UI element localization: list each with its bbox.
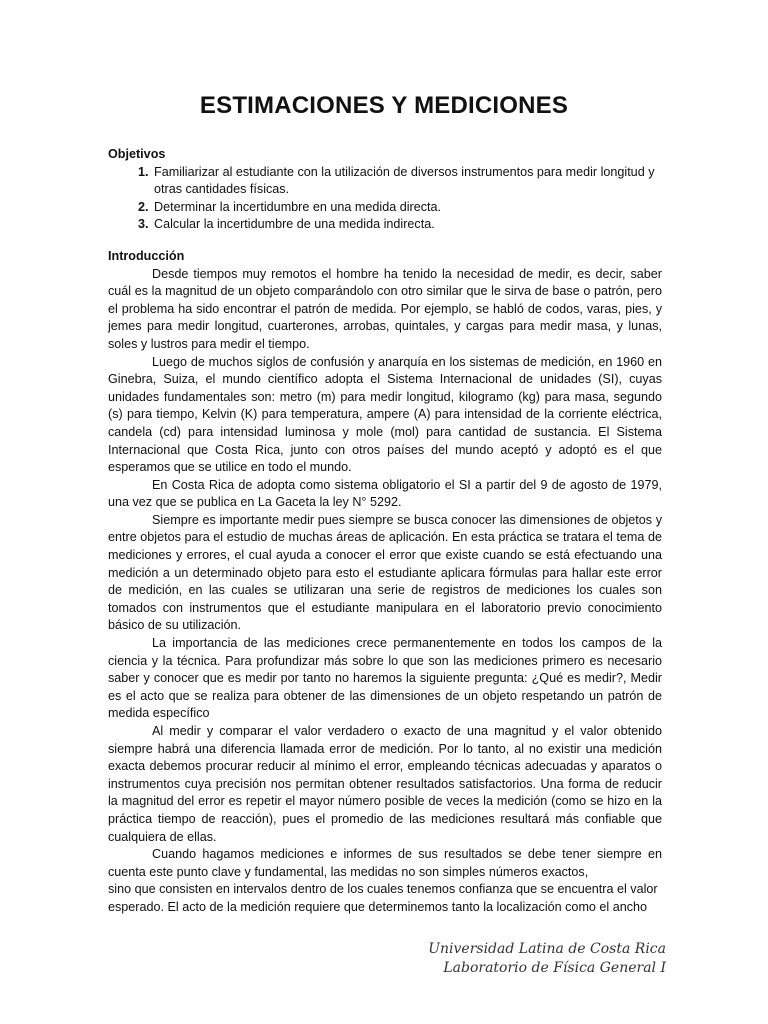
footer-lab: Laboratorio de Física General I (443, 960, 666, 976)
intro-paragraph: La importancia de las mediciones crece permanentemente en todos los campos de la ciencia y la técnica. Para profundizar más sobre lo que son las mediciones primero es necesario saber y conocer que es medir por tanto no haremos la siguiente pregunta: ¿Qué es medir?, Medir es el acto que se realiza para obtener de las dimensiones de un objeto respetando un patrón de medida específico (108, 636, 662, 721)
objective-item: 2. Determinar la incertidumbre en una medida directa. (152, 199, 662, 217)
intro-paragraph: Al medir y comparar el valor verdadero o exacto de una magnitud y el valor obtenido siempre habrá una diferencia llamada error de medición. Por lo tanto, al no existir una medición exacta debemos procurar reducir al mínimo el error, empleando técnicas adecuadas y aparatos o instrumentos cuya precisión nos permitan obtener resultados satisfactorios. Una forma de reducir la magnitud del error es repetir el mayor número posible de veces la medición (como se hizo en la práctica tiempo de reacción), pues el promedio de las mediciones resultará más confiable que cualquiera de ellas. (108, 724, 662, 844)
intro-paragraph: Luego de muchos siglos de confusión y anarquía en los sistemas de medición, en 1960 en Ginebra, Suiza, el mundo científico adopta el Sistema Internacional de unidades (SI), cuyas unidades fundamentales son: metro (m) para medir longitud, kilogramo (kg) para masa, segundo (s) para tiempo, Kelvin (K) para temperatura, ampere (A) para intensidad de la corriente eléctrica, candela (cd) para intensidad luminosa y mole (mol) para cantidad de sustancia. El Sistema Internacional que Costa Rica, junto con otros países del mundo aceptó y adoptó es el que esperamos que se utilice en todo el mundo. (108, 354, 662, 475)
footer-university: Universidad Latina de Costa Rica (428, 941, 666, 957)
intro-paragraph: Siempre es importante medir pues siempre se busca conocer las dimensiones de objetos y entre objetos para el estudio de muchas áreas de aplicación. En esta práctica se tratara el tema de mediciones y errores, el cual ayuda a conocer el error que existe cuando se está efectuando una medición a un determinado objeto para esto el estudiante aplicara fórmulas para hallar este error de medición, en las cuales se utilizaran una serie de registros de mediciones los cuales son tomados con instrumentos que el estudiante manipulara en el laboratorio previo conocimiento básico de su utilización. (108, 512, 662, 633)
objective-item: 3. Calcular la incertidumbre de una medida indirecta. (152, 216, 662, 234)
page-footer (428, 940, 666, 978)
document-body (108, 146, 662, 917)
objectives-heading: Objetivos (108, 147, 166, 161)
intro-paragraph: En Costa Rica de adopta como sistema obligatorio el SI a partir del 9 de agosto de 1979, una vez que se publica en La Gaceta la ley N° 5292. (108, 477, 662, 510)
page-title: ESTIMACIONES Y MEDICIONES (199, 92, 569, 119)
objective-item: 1. Familiarizar al estudiante con la utilización de diversos instrumentos para medir longitud y otras cantidades físicas. (152, 164, 662, 199)
intro-paragraph: Cuando hagamos mediciones e informes de sus resultados se debe tener siempre en cuenta este punto clave y fundamental, las medidas no son simples números exactos, (108, 847, 662, 879)
intro-paragraph: Desde tiempos muy remotos el hombre ha tenido la necesidad de medir, es decir, saber cuál es la magnitud de un objeto comparándolo con otro similar que le sirva de base o patrón, pero el problema ha sido encontrar el patrón de medida. Por ejemplo, se habló de codos, varas, pies, y jemes para medir longitud, cuarterones, arrobas, quintales, y cargas para medir masa, y lunas, soles y lustros para medir el tiempo. (108, 266, 662, 351)
introduction-heading: Introducción (108, 248, 185, 263)
objectives-list (108, 164, 662, 234)
intro-paragraph: sino que consisten en intervalos dentro de los cuales tenemos confianza que se encuentra el valor esperado. El acto de la medición requiere que determinemos tanto la localización como el ancho (108, 882, 658, 914)
